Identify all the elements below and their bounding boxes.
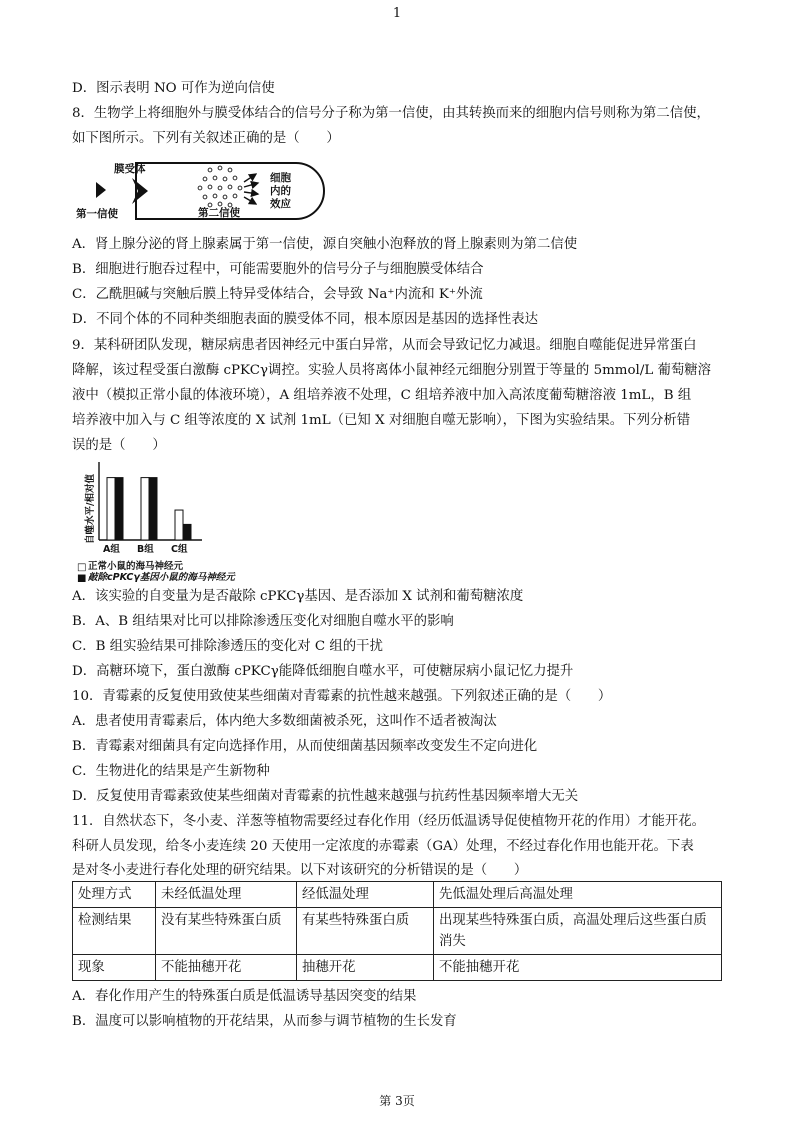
q11-option-a: A．春化作用产生的特殊蛋白质是低温诱导基因突变的结果 — [72, 989, 417, 1004]
table-cell: 没有某些特殊蛋白质 — [156, 908, 297, 955]
q8-option-d: D．不同个体的不同种类细胞表面的膜受体不同，根本原因是基因的选择性表达 — [72, 312, 539, 327]
table-row — [73, 908, 722, 955]
q9-option-c: C．B 组实验结果可排除渗透压的变化对 C 组的干扰 — [72, 639, 383, 654]
legend-normal-marker: □ — [77, 562, 87, 573]
q8-option-b: B．细胞进行胞吞过程中，可能需要胞外的信号分子与细胞膜受体结合 — [72, 262, 484, 277]
q9-option-b: B．A、B 组结果对比可以排除渗透压变化对细胞自噬水平的影响 — [72, 614, 454, 629]
table-header-cell: 处理方式 — [73, 882, 156, 908]
effect-label-line3: 效应 — [270, 198, 291, 210]
table-cell: 检测结果 — [73, 908, 156, 955]
second-messenger-label: 第二信使 — [198, 207, 240, 219]
chart-ylabel: 自噬水平/相对值 — [85, 474, 96, 544]
effect-label-line1: 细胞 — [270, 172, 291, 184]
category-label: C组 — [171, 544, 188, 555]
legend-knockout-label: 敲除cPKCγ基因小鼠的海马神经元 — [88, 572, 235, 582]
bar-knockout-1 — [115, 478, 123, 540]
q8-stem-line1: 8．生物学上将细胞外与膜受体结合的信号分子称为第一信使，由其转换而来的细胞内信号则称为第二信使， — [72, 106, 710, 121]
table-header-cell: 未经低温处理 — [156, 882, 297, 908]
bar-normal-2 — [141, 478, 149, 540]
q10-stem: 10．青霉素的反复使用致使某些细菌对青霉素的抗性越来越强。下列叙述正确的是（ ） — [72, 689, 612, 704]
autophagy-bar-chart — [74, 458, 274, 582]
page-footer: 第 3页 — [379, 1094, 415, 1108]
q9-option-a: A．该实验的自变量为是否敲除 cPKCγ基因、是否添加 X 试剂和葡萄糖浓度 — [72, 589, 524, 604]
q11-stem-line2: 科研人员发现，给冬小麦连续 20 天使用一定浓度的赤霉素（GA）处理，不经过春化作用也能开花。下表 — [72, 839, 694, 854]
vernalization-results-table — [72, 881, 722, 981]
first-messenger-label: 第一信使 — [76, 208, 118, 220]
q10-option-b: B．青霉素对细菌具有定向选择作用，从而使细菌基因频率改变发生不定向进化 — [72, 739, 538, 754]
q9-option-d: D．高糖环境下，蛋白激酶 cPKCγ能降低细胞自噬水平，可使糖尿病小鼠记忆力提升 — [72, 664, 574, 679]
table-cell: 出现某些特殊蛋白质，高温处理后这些蛋白质消失 — [434, 908, 722, 955]
q10-option-d: D．反复使用青霉素致使某些细菌对青霉素的抗性越来越强与抗药性基因频率增大无关 — [72, 789, 579, 804]
first-messenger-shape — [96, 182, 106, 198]
q9-stem-line1: 9．某科研团队发现，糖尿病患者因神经元中蛋白异常，从而会导致记忆力减退。细胞自噬能促进异常蛋白 — [72, 338, 697, 353]
bar-knockout-3 — [183, 524, 191, 540]
legend-normal-label: 正常小鼠的海马神经元 — [88, 561, 184, 572]
effect-label-line2: 内的 — [270, 185, 291, 197]
q11-stem-line1: 11．自然状态下，冬小麦、洋葱等植物需要经过春化作用（经历低温诱导促使植物开花的作用）才能开花。 — [72, 814, 706, 829]
table-cell: 有某些特殊蛋白质 — [297, 908, 434, 955]
bar-knockout-2 — [149, 478, 157, 540]
table-header-cell: 经低温处理 — [297, 882, 434, 908]
q9-stem-line2: 降解，该过程受蛋白激酶 cPKCγ调控。实验人员将离体小鼠神经元细胞分别置于等量的 5mmol/L 葡萄糖溶 — [72, 363, 712, 378]
q9-stem-line4: 培养液中加入与 C 组等浓度的 X 试剂 1mL（已知 X 对细胞自噬无影响），下图为实验结果。下列分析错 — [72, 413, 691, 428]
q11-stem-line3: 是对冬小麦进行春化处理的研究结果。以下对该研究的分析错误的是（ ） — [72, 863, 528, 878]
table-header-cell: 先低温处理后高温处理 — [434, 882, 722, 908]
q9-stem-line5: 误的是（ ） — [72, 438, 166, 453]
q10-option-a: A．患者使用青霉素后，体内绝大多数细菌被杀死，这叫作不适者被淘汰 — [72, 714, 497, 729]
bar-normal-1 — [107, 478, 115, 540]
legend-knockout-marker: ■ — [77, 573, 87, 582]
page-number: 1 — [392, 6, 402, 21]
receptor-label: 膜受体 — [114, 163, 146, 175]
q9-stem-line3: 液中（模拟正常小鼠的体液环境），A 组培养液不处理，C 组培养液中加入高浓度葡萄糖溶液 1mL，B 组 — [72, 388, 692, 403]
category-label: B组 — [137, 544, 154, 555]
table-row — [73, 955, 722, 981]
category-label: A组 — [103, 544, 120, 555]
signal-messenger-diagram — [74, 158, 334, 224]
table-cell: 现象 — [73, 955, 156, 981]
q11-option-b: B．温度可以影响植物的开花结果，从而参与调节植物的生长发育 — [72, 1014, 457, 1029]
q8-stem-line2: 如下图所示。下列有关叙述正确的是（ ） — [72, 131, 340, 146]
table-header-row — [73, 882, 722, 908]
q10-option-c: C．生物进化的结果是产生新物种 — [72, 764, 270, 779]
table-cell: 抽穗开花 — [297, 955, 434, 981]
table-cell: 不能抽穗开花 — [434, 955, 722, 981]
q8-option-a: A．肾上腺分泌的肾上腺素属于第一信使，源自突触小泡释放的肾上腺素则为第二信使 — [72, 237, 578, 252]
q8-option-c: C．乙酰胆碱与突触后膜上特异受体结合，会导致 Na⁺内流和 K⁺外流 — [72, 287, 483, 302]
previous-option-d: D．图示表明 NO 可作为逆向信使 — [72, 81, 275, 96]
table-cell: 不能抽穗开花 — [156, 955, 297, 981]
bar-normal-3 — [175, 510, 183, 540]
